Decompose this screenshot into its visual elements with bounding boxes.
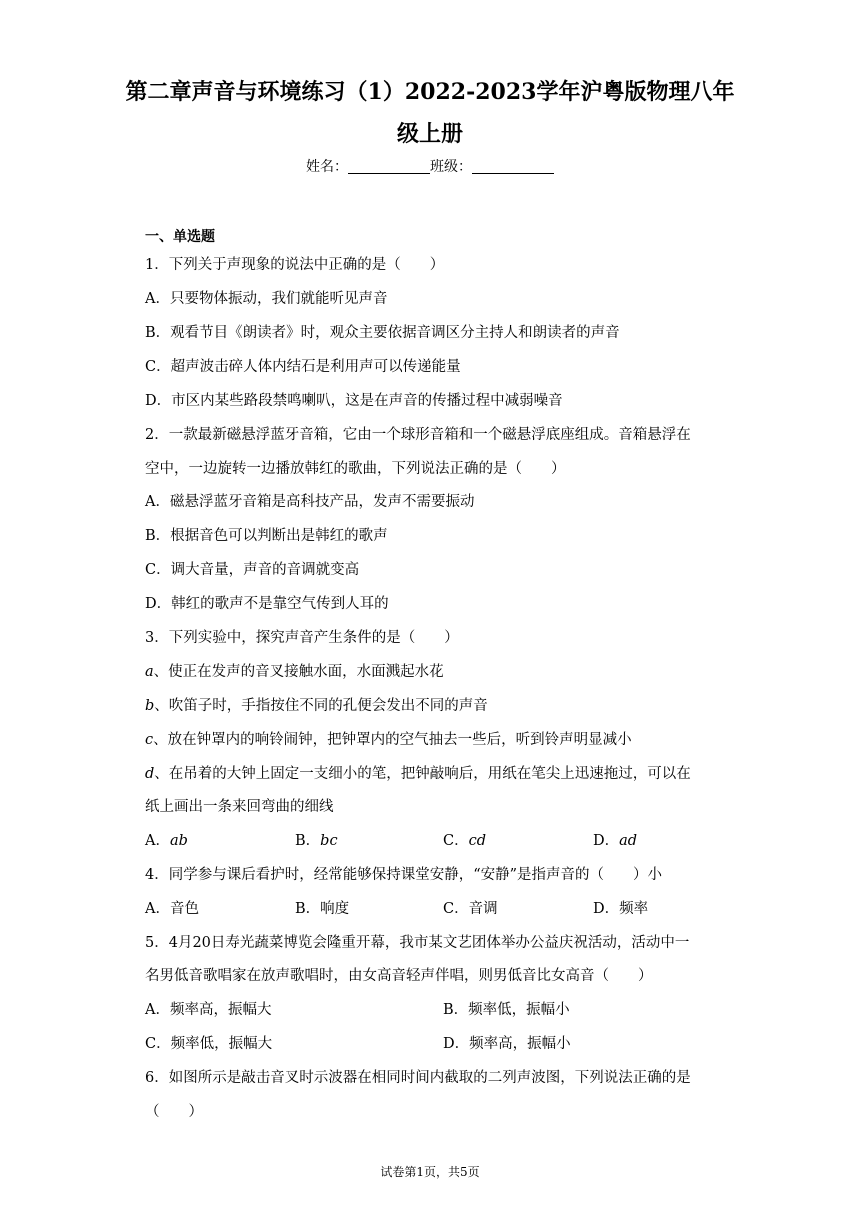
q3-item-c-text: 、放在钟罩内的响铃闹钟，把钟罩内的空气抽去一些后，听到铃声明显减小 (153, 732, 632, 748)
q3-option-c-value: cd (468, 833, 487, 849)
q3-item-c (145, 728, 632, 749)
q1-option-c: C．超声波击碎人体内结石是利用声可以传递能量 (145, 359, 461, 375)
q3-item-d-continued: 纸上画出一条来回弯曲的细线 (145, 799, 334, 815)
q1-option-b: B．观看节目《朗读者》时，观众主要依据音调区分主持人和朗读者的声音 (145, 325, 620, 341)
q1-stem: 1．下列关于声现象的说法中正确的是（ ） (145, 257, 445, 273)
q3-option-b-prefix: B． (295, 833, 321, 849)
q3-item-d-letter: d (145, 766, 155, 782)
page-footer: 试卷第1页，共5页 (380, 1165, 480, 1179)
q1-option-d: D．市区内某些路段禁鸣喇叭，这是在声音的传播过程中减弱噪音 (145, 393, 563, 409)
q3-item-a-letter: a (145, 664, 154, 680)
name-label: 姓名： (306, 159, 348, 175)
q4-option-d: D．频率 (593, 901, 649, 917)
class-label: 班级： (430, 159, 472, 175)
q3-item-b-text: 、吹笛子时，手指按住不同的孔便会发出不同的声音 (154, 698, 488, 714)
q3-option-d (593, 829, 637, 850)
name-class-bar (0, 156, 860, 176)
q4-option-c: C．音调 (443, 901, 498, 917)
q4-option-a: A．音色 (145, 901, 199, 917)
q3-item-b-letter: b (145, 698, 155, 714)
q3-option-a-prefix: A． (145, 833, 170, 849)
q4-option-b: B．响度 (295, 901, 350, 917)
q2-stem-line-2: 空中，一边旋转一边播放韩红的歌曲，下列说法正确的是（ ） (145, 461, 566, 477)
q5-stem-line-2: 名男低音歌唱家在放声歌唱时，由女高音轻声伴唱，则男低音比女高音（ ） (145, 968, 653, 984)
q3-item-c-letter: c (145, 732, 154, 748)
q3-item-d-text-1: 、在吊着的大钟上固定一支细小的笔，把钟敲响后，用纸在笔尖上迅速拖过，可以在 (154, 766, 691, 782)
q3-option-d-prefix: D． (593, 833, 620, 849)
q5-option-a: A．频率高，振幅大 (145, 1002, 272, 1018)
name-blank (348, 159, 430, 174)
q2-option-b: B．根据音色可以判断出是韩红的歌声 (145, 528, 388, 544)
page-title-line-2: 级上册 (396, 121, 463, 147)
q3-option-a-value: ab (169, 833, 188, 849)
q3-item-a (145, 660, 444, 681)
q2-option-d: D．韩红的歌声不是靠空气传到人耳的 (145, 596, 389, 612)
q5-stem-line-1: 5．4月20日寿光蔬菜博览会隆重开幕，我市某文艺团体举办公益庆祝活动，活动中一 (145, 935, 690, 951)
q3-option-d-value: ad (619, 833, 638, 849)
q5-option-c: C．频率低，振幅大 (145, 1036, 273, 1052)
q2-option-c: C．调大音量，声音的音调就变高 (145, 562, 360, 578)
section-title: 一、单选题 (145, 229, 215, 245)
q1-option-a: A．只要物体振动，我们就能听见声音 (145, 291, 388, 307)
q6-stem-line-1: 6．如图所示是敲击音叉时示波器在相同时间内截取的二列声波图，下列说法正确的是 (145, 1070, 691, 1086)
q3-item-a-text: 、使正在发声的音叉接触水面，水面溅起水花 (153, 664, 444, 680)
q3-option-b (295, 829, 338, 850)
class-blank (472, 159, 554, 174)
q6-stem-line-2: （ ） (145, 1104, 203, 1120)
q3-option-c-prefix: C． (443, 833, 469, 849)
q3-item-d (145, 762, 691, 783)
q4-stem: 4．同学参与课后看护时，经常能够保持课堂安静，“安静”是指声音的（ ）小 (145, 867, 663, 883)
q5-option-b: B．频率低，振幅小 (443, 1002, 570, 1018)
q3-option-c (443, 829, 486, 850)
q5-option-d: D．频率高，振幅小 (443, 1036, 571, 1052)
q3-item-b (145, 694, 488, 715)
q3-option-a (145, 829, 188, 850)
page-title-line-1: 第二章声音与环境练习（1）2022-2023学年沪粤版物理八年 (125, 79, 735, 105)
q3-option-b-value: bc (320, 833, 338, 849)
q3-stem: 3．下列实验中，探究声音产生条件的是（ ） (145, 630, 459, 646)
q2-stem-line-1: 2．一款最新磁悬浮蓝牙音箱，它由一个球形音箱和一个磁悬浮底座组成。音箱悬浮在 (145, 427, 691, 443)
q2-option-a: A．磁悬浮蓝牙音箱是高科技产品，发声不需要振动 (145, 494, 475, 510)
